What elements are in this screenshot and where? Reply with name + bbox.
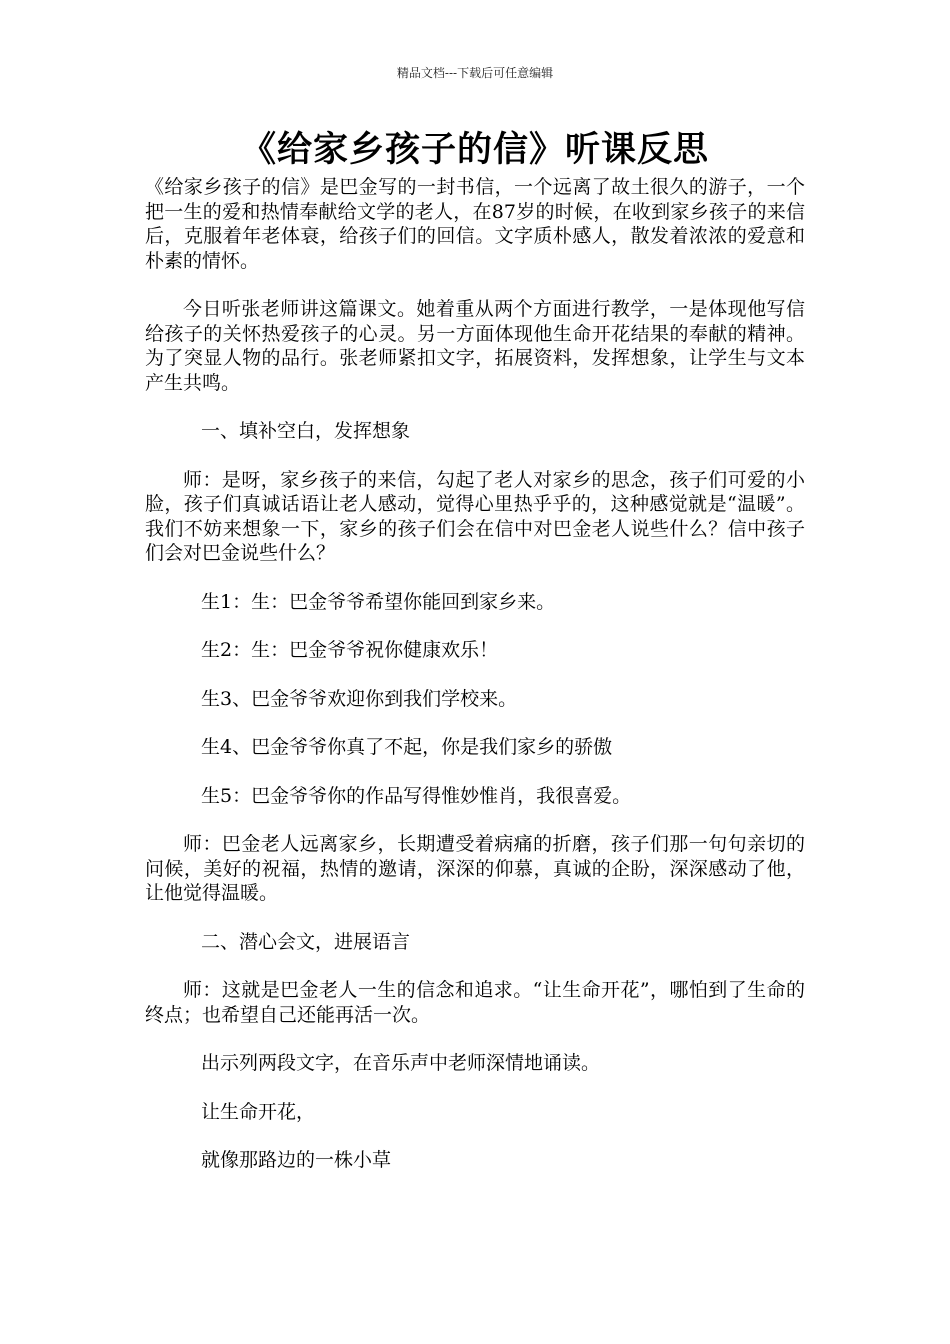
paragraph-teacher-2: 师：巴金老人远离家乡，长期遭受着病痛的折磨，孩子们那一句句亲切的问候，美好的祝福，热情的邀请，深深的仰慕，真诚的企盼，深深感动了他，让他觉得温暖。 [145,833,805,904]
student-line-3: 生3、巴金爷爷欢迎你到我们学校来。 [201,687,518,710]
header-note: 精品文档---下载后可任意编辑 [396,66,554,80]
paragraph-teacher-3: 师：这就是巴金老人一生的信念和追求。“让生命开花”，哪怕到了生命的终点；也希望自己还能再活一次。 [145,979,805,1026]
student-line-4: 生4、巴金爷爷你真了不起，你是我们家乡的骄傲 [201,736,613,758]
paragraph-lesson-overview: 今日听张老师讲这篇课文。她着重从两个方面进行教学，一是体现他写信给孩子的关怀热爱孩子的心灵。另一方面体现他生命开花结果的奉献的精神。为了突显人物的品行。张老师紧扣文字，拓展资料，发挥想象，让学生与文本产生共鸣。 [145,298,805,394]
student-line-5: 生5：巴金爷爷你的作品写得惟妙惟肖，我很喜爱。 [201,784,632,807]
page-title: 《给家乡孩子的信》听课反思 [240,129,709,170]
student-line-2: 生2：生：巴金爷爷祝你健康欢乐！ [201,639,499,661]
section-heading-2: 二、潜心会文，进展语言 [201,930,411,953]
poem-line-2: 就像那路边的一株小草 [201,1149,392,1171]
section-heading-1: 一、填补空白，发挥想象 [201,420,411,442]
document-body [145,175,805,1197]
paragraph-intro: 《给家乡孩子的信》是巴金写的一封书信，一个远离了故土很久的游子，一个把一生的爱和热情奉献给文学的老人，在87岁的时候，在收到家乡孩子的来信后，克服着年老体衰，给孩子们的回信。文字质朴感人，散发着浓浓的爱意和朴素的情怀。 [145,176,805,272]
student-line-1: 生1：生：巴金爷爷希望你能回到家乡来。 [201,590,556,613]
paragraph-teacher-1: 师：是呀，家乡孩子的来信，勾起了老人对家乡的思念，孩子们可爱的小脸，孩子们真诚话语让老人感动，觉得心里热乎乎的，这种感觉就是“温暖”。我们不妨来想象一下，家乡的孩子们会在信中对巴金老人说些什么？信中孩子们会对巴金说些什么？ [145,468,805,564]
paragraph-reading-note: 出示列两段文字，在音乐声中老师深情地诵读。 [201,1052,601,1074]
poem-line-1: 让生命开花， [201,1100,316,1123]
